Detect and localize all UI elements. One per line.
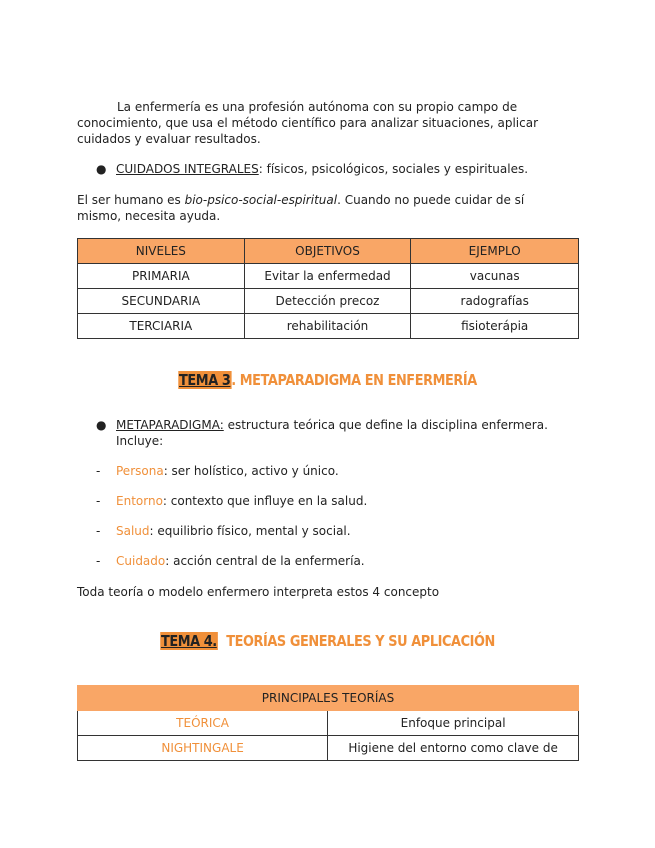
- tema4-title: TEORÍAS GENERALES Y SU APLICACIÓN: [226, 632, 495, 650]
- table-cell: PRIMARIA: [78, 264, 245, 289]
- cuidados-label: CUIDADOS INTEGRALES: [116, 162, 259, 176]
- niveles-header-cell: NIVELES: [78, 239, 245, 264]
- ejemplo-header-cell: EJEMPLO: [411, 239, 579, 264]
- table-cell: SECUNDARIA: [78, 289, 245, 314]
- bullet-dot-icon: ●: [96, 418, 107, 432]
- concepto-term: Entorno: [116, 494, 163, 508]
- concepto-term: Persona: [116, 464, 164, 478]
- table-cell: TERCIARIA: [78, 314, 245, 339]
- table-cell: Detección precoz: [244, 289, 411, 314]
- tema3-number: TEMA 3: [179, 371, 231, 389]
- concepto-persona: [96, 463, 566, 479]
- table-cell: Evitar la enfermedad: [244, 264, 411, 289]
- table-row: [78, 264, 579, 289]
- tema4-number: TEMA 4.: [160, 632, 217, 650]
- table-row: [78, 736, 579, 761]
- teorias-title-row: [78, 686, 579, 711]
- table-cell: Higiene del entorno como clave de: [328, 736, 579, 761]
- metaparadigma-text: estructura teórica que define la disciplina enfermera. Incluye:: [116, 418, 548, 448]
- table-cell: TEÓRICA: [78, 711, 328, 736]
- concepto-cuidado: [96, 553, 566, 569]
- tema3-title: . METAPARADIGMA EN ENFERMERÍA: [231, 371, 477, 389]
- niveles-table: [77, 238, 579, 339]
- niveles-header-row: [78, 239, 579, 264]
- bullet-dot-icon: ●: [96, 162, 107, 176]
- concepto-text: : contexto que influye en la salud.: [162, 494, 368, 508]
- table-cell: rehabilitación: [244, 314, 411, 339]
- dash-mark: -: [96, 554, 101, 568]
- bullet-metaparadigma: [96, 417, 566, 449]
- table-cell: Enfoque principal: [328, 711, 579, 736]
- teorias-title-cell: PRINCIPALES TEORÍAS: [78, 686, 579, 711]
- table-cell: vacunas: [411, 264, 579, 289]
- bullet-cuidados-integrales: [96, 161, 566, 177]
- metaparadigma-label: METAPARADIGMA:: [116, 418, 224, 432]
- concepto-text: : ser holístico, activo y único.: [163, 464, 339, 478]
- toda-teoria-paragraph: Toda teoría o modelo enfermero interpreta estos 4 concepto: [77, 585, 440, 599]
- ser-humano-after: . Cuando no puede cuidar de sí mismo, necesita ayuda.: [77, 193, 525, 223]
- ser-humano-italic: bio-psico-social-espiritual: [184, 193, 338, 207]
- tema4-heading: [46, 632, 609, 650]
- objetivos-header-cell: OBJETIVOS: [244, 239, 411, 264]
- tema3-heading: [46, 371, 609, 389]
- dash-mark: -: [96, 524, 101, 538]
- ser-humano-paragraph: [77, 192, 557, 224]
- table-row: [78, 289, 579, 314]
- concepto-entorno: [96, 493, 566, 509]
- cuidados-text: : físicos, psicológicos, sociales y espirituales.: [258, 162, 529, 176]
- intro-paragraph: La enfermería es una profesión autónoma con su propio campo de conocimiento, que usa el método científico para analizar situaciones, aplicar cuidados y evaluar resultados.: [77, 100, 539, 146]
- concepto-term: Salud: [116, 524, 150, 538]
- concepto-text: : equilibrio físico, mental y social.: [149, 524, 351, 538]
- table-cell: radografías: [411, 289, 579, 314]
- dash-mark: -: [96, 494, 101, 508]
- teorias-table: [77, 685, 579, 761]
- table-cell: NIGHTINGALE: [78, 736, 328, 761]
- ser-humano-before: El ser humano es: [77, 193, 185, 207]
- table-row: [78, 711, 579, 736]
- concepto-salud: [96, 523, 566, 539]
- concepto-term: Cuidado: [116, 554, 166, 568]
- table-cell: fisioterápia: [411, 314, 579, 339]
- table-row: [78, 314, 579, 339]
- dash-mark: -: [96, 464, 101, 478]
- concepto-text: : acción central de la enfermería.: [165, 554, 365, 568]
